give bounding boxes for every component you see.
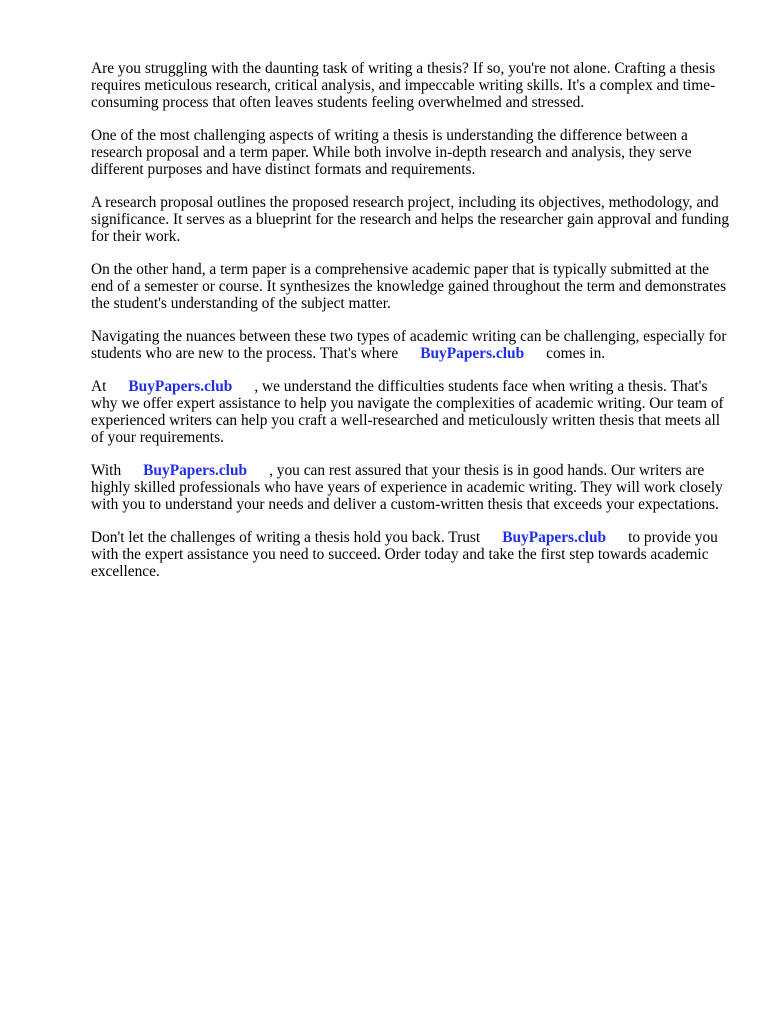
paragraph-text: With: [91, 462, 122, 479]
buypapers-link[interactable]: BuyPapers.club: [420, 345, 525, 362]
paragraph-text: , you can rest assured that your thesis is in good hands. Our writers are highly skilled professionals who have years of experience in academic writing. They will work closely with you to understand your needs and deliver a custom-written thesis that exceeds your expectations.: [91, 462, 723, 513]
paragraph-text: , we understand the difficulties students face when writing a thesis. That's why we offer expert assistance to help you navigate the complexities of academic writing. Our team of experienced writers can help you craft a well-researched and meticulously written thesis that meets all of your requirements.: [91, 378, 724, 446]
document-body: [91, 60, 733, 596]
paragraph-at-buypapers: [91, 378, 733, 446]
paragraph-research-proposal: A research proposal outlines the proposed research project, including its objectives, methodology, and significance. It serves as a blueprint for the research and helps the researcher gain approval and funding for their work.: [91, 194, 730, 245]
paragraph-intro: Are you struggling with the daunting task of writing a thesis? If so, you're not alone. Crafting a thesis requires meticulous research, critical analysis, and impeccable writing skills. It's a complex and time-consuming process that often leaves students feeling overwhelmed and stressed.: [91, 60, 716, 111]
paragraph-text: Don't let the challenges of writing a thesis hold you back. Trust: [91, 529, 481, 546]
buypapers-link[interactable]: BuyPapers.club: [143, 462, 248, 479]
paragraph-text: comes in.: [546, 345, 606, 362]
paragraph-text: Navigating the nuances between these two types of academic writing can be challenging, especially for students who are new to the process. That's where: [91, 328, 727, 362]
paragraph-challenge: One of the most challenging aspects of writing a thesis is understanding the difference between a research proposal and a term paper. While both involve in-depth research and analysis, they serve different purposes and have distinct formats and requirements.: [91, 127, 692, 178]
paragraph-with-buypapers: [91, 462, 733, 513]
buypapers-link[interactable]: BuyPapers.club: [502, 529, 607, 546]
paragraph-closing: [91, 529, 733, 580]
paragraph-text: to provide you with the expert assistance you need to succeed. Order today and take the first step towards academic excellence.: [91, 529, 718, 580]
buypapers-link[interactable]: BuyPapers.club: [128, 378, 233, 395]
paragraph-term-paper: On the other hand, a term paper is a comprehensive academic paper that is typically submitted at the end of a semester or course. It synthesizes the knowledge gained throughout the term and demonstrates the student's understanding of the subject matter.: [91, 261, 727, 312]
paragraph-navigating: [91, 328, 733, 362]
paragraph-text: At: [91, 378, 107, 395]
